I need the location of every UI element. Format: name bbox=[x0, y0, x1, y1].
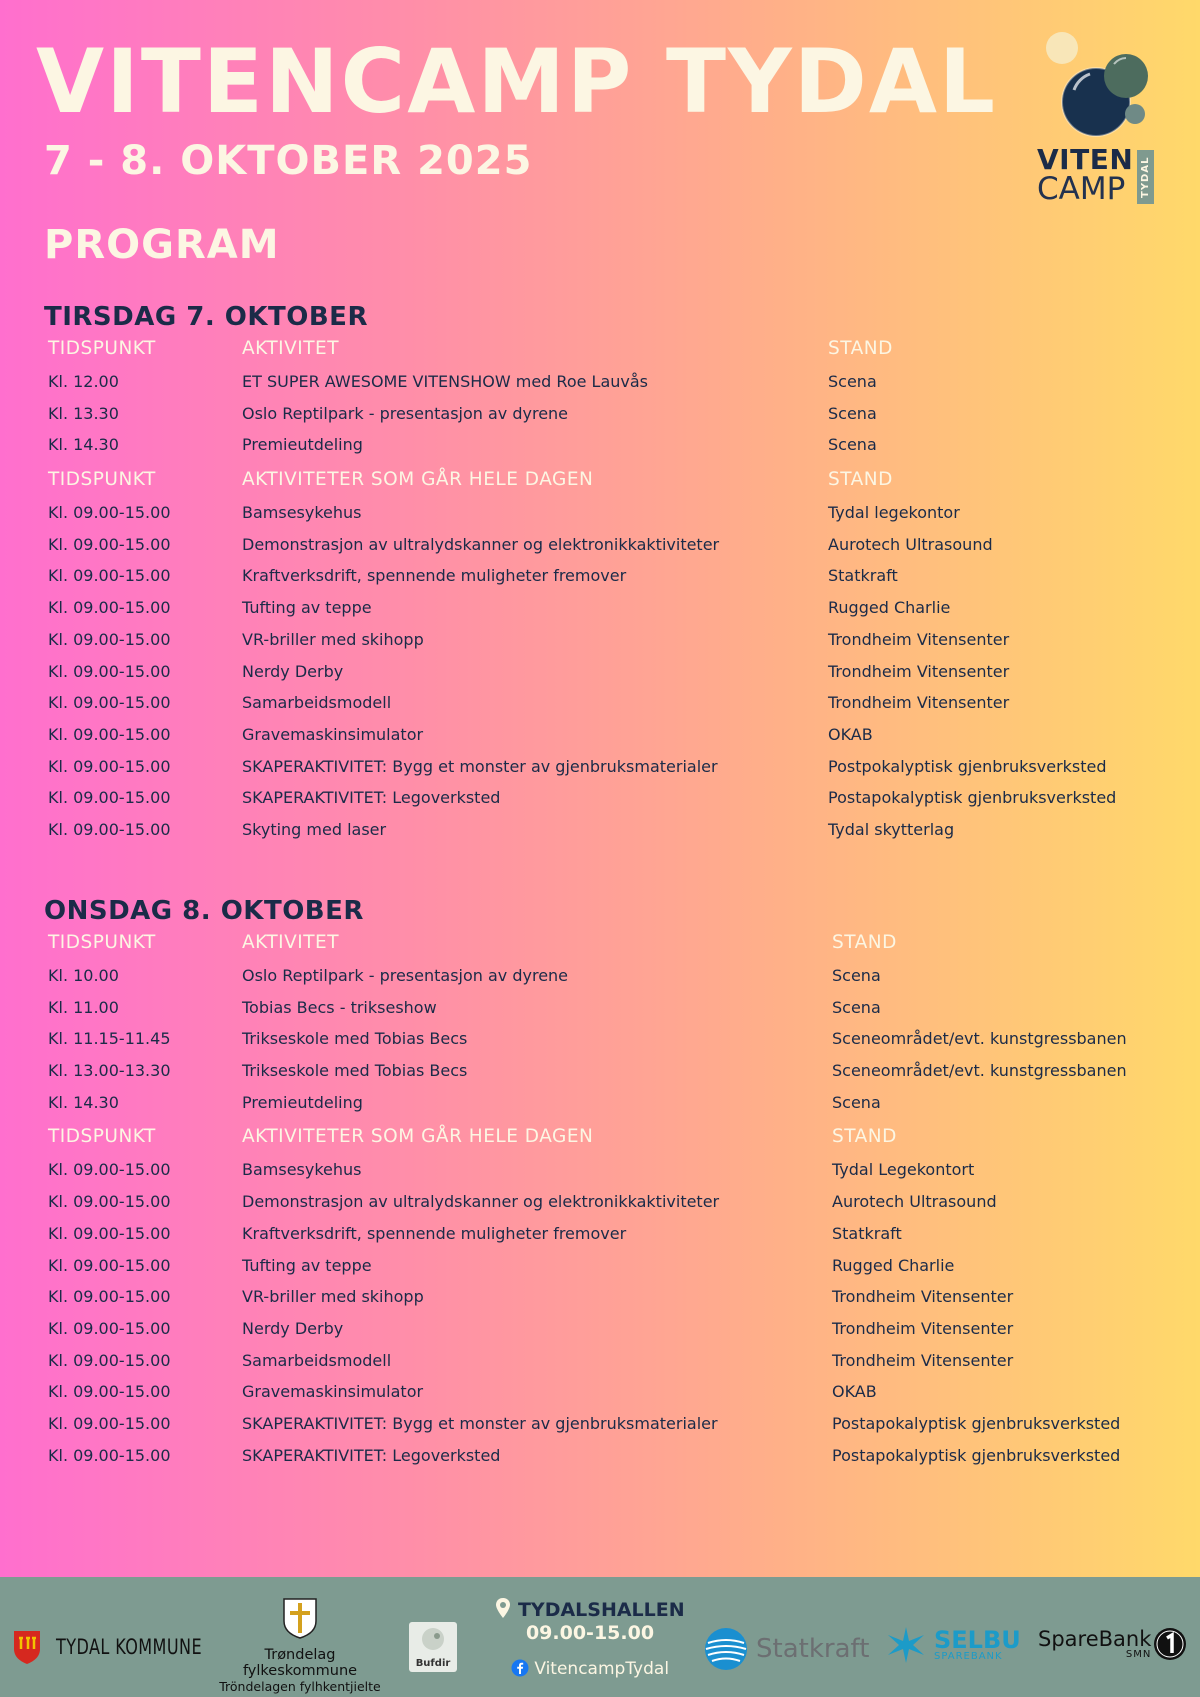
row-time: Kl. 09.00-15.00 bbox=[48, 819, 171, 839]
statkraft-logo bbox=[704, 1627, 869, 1671]
trondelag-logo bbox=[210, 1597, 390, 1694]
selbu-sparebank-logo bbox=[884, 1625, 1021, 1665]
schedule-row bbox=[44, 693, 1164, 725]
row-stand: Scena bbox=[832, 997, 881, 1017]
row-activity: Trikseskole med Tobias Becs bbox=[242, 1061, 468, 1081]
schedule-row bbox=[44, 1319, 1164, 1351]
row-activity: Tufting av teppe bbox=[242, 598, 372, 618]
row-time: Kl. 14.30 bbox=[48, 1092, 119, 1112]
row-time: Kl. 09.00-15.00 bbox=[48, 1382, 171, 1402]
row-activity: Samarbeidsmodell bbox=[242, 1350, 392, 1370]
selbu-star-icon bbox=[884, 1625, 928, 1665]
row-activity: Gravemaskinsimulator bbox=[242, 724, 424, 744]
row-stand: Aurotech Ultrasound bbox=[832, 1192, 997, 1212]
row-time: Kl. 10.00 bbox=[48, 966, 119, 985]
logo-tydal-tag: TYDAL bbox=[1137, 150, 1154, 204]
schedule-row bbox=[44, 598, 1164, 630]
header-activity: AKTIVITETER SOM GÅR HELE DAGEN bbox=[242, 469, 594, 491]
day-title: ONSDAG 8. OKTOBER bbox=[44, 896, 364, 926]
sparebank-name bbox=[1038, 1626, 1152, 1660]
row-stand: Trondheim Vitensenter bbox=[828, 661, 1010, 681]
venue-info bbox=[490, 1597, 690, 1679]
row-activity: Premieutdeling bbox=[242, 1092, 363, 1112]
row-activity: SKAPERAKTIVITET: Bygg et monster av gjenbruksmaterialer bbox=[242, 756, 718, 776]
schedule-row bbox=[44, 966, 1164, 998]
event-title: VITENCAMP TYDAL bbox=[36, 30, 998, 133]
table-header bbox=[44, 338, 1164, 372]
row-time: Kl. 09.00-15.00 bbox=[48, 1255, 171, 1275]
schedule-row bbox=[44, 535, 1164, 567]
schedule-row bbox=[44, 788, 1164, 820]
row-activity: Oslo Reptilpark - presentasjon av dyrene bbox=[242, 966, 569, 985]
row-stand: Tydal skytterlag bbox=[828, 819, 955, 839]
row-time: Kl. 09.00-15.00 bbox=[48, 598, 171, 618]
schedule-row bbox=[44, 1093, 1164, 1125]
logo-camp: CAMP bbox=[1037, 171, 1126, 207]
row-stand: Sceneområdet/evt. kunstgressbanen bbox=[832, 1029, 1127, 1049]
row-stand: Trondheim Vitensenter bbox=[832, 1318, 1014, 1338]
row-stand: Tydal legekontor bbox=[828, 503, 960, 523]
row-activity: Gravemaskinsimulator bbox=[242, 1382, 424, 1402]
row-stand: Postapokalyptisk gjenbruksverksted bbox=[828, 788, 1117, 808]
row-time: Kl. 09.00-15.00 bbox=[48, 788, 171, 808]
allday-header bbox=[44, 1126, 1164, 1160]
row-activity: Nerdy Derby bbox=[242, 1318, 344, 1338]
header-stand: STAND bbox=[832, 1126, 897, 1148]
schedule-row bbox=[44, 820, 1164, 852]
schedule-row bbox=[44, 435, 1164, 467]
row-activity: SKAPERAKTIVITET: Legoverksted bbox=[242, 1445, 501, 1465]
schedule-row bbox=[44, 1382, 1164, 1414]
schedule-row bbox=[44, 404, 1164, 436]
vitencamp-logo-text bbox=[1037, 143, 1134, 207]
selbu-name bbox=[934, 1628, 1021, 1662]
schedule-row bbox=[44, 1061, 1164, 1093]
facebook-link[interactable] bbox=[490, 1659, 690, 1679]
row-stand: Postapokalyptisk gjenbruksverksted bbox=[832, 1413, 1121, 1433]
schedule-row bbox=[44, 566, 1164, 598]
header-activity: AKTIVITET bbox=[242, 338, 340, 359]
row-stand: OKAB bbox=[828, 724, 873, 744]
row-activity: SKAPERAKTIVITET: Bygg et monster av gjenbruksmaterialer bbox=[242, 1413, 718, 1433]
tydal-kommune-name: TYDAL KOMMUNE bbox=[56, 1635, 203, 1659]
row-stand: Tydal Legekontort bbox=[832, 1160, 975, 1180]
schedule-row bbox=[44, 1029, 1164, 1061]
selbu-line1: SELBU bbox=[934, 1626, 1021, 1654]
row-time: Kl. 09.00-15.00 bbox=[48, 1192, 171, 1212]
header-stand: STAND bbox=[828, 469, 893, 491]
row-activity: Tobias Becs - trikseshow bbox=[242, 997, 437, 1017]
schedule-row bbox=[44, 630, 1164, 662]
schedule-row bbox=[44, 1446, 1164, 1478]
row-activity: Nerdy Derby bbox=[242, 661, 344, 681]
row-time: Kl. 13.00-13.30 bbox=[48, 1061, 171, 1081]
row-time: Kl. 09.00-15.00 bbox=[48, 661, 171, 681]
program-heading: PROGRAM bbox=[44, 222, 280, 268]
row-activity: ET SUPER AWESOME VITENSHOW med Roe Lauvås bbox=[242, 372, 649, 391]
row-activity: Kraftverksdrift, spennende muligheter fremover bbox=[242, 1223, 627, 1243]
row-time: Kl. 14.30 bbox=[48, 435, 119, 455]
header-time: TIDSPUNKT bbox=[48, 932, 156, 953]
header-stand: STAND bbox=[832, 932, 897, 953]
statkraft-globe-icon bbox=[704, 1627, 748, 1671]
row-stand: Statkraft bbox=[832, 1223, 902, 1243]
row-time: Kl. 09.00-15.00 bbox=[48, 1318, 171, 1338]
row-time: Kl. 09.00-15.00 bbox=[48, 503, 171, 523]
sparebank-one-icon bbox=[1153, 1627, 1187, 1661]
tydal-kommune-logo bbox=[12, 1629, 228, 1665]
allday-list bbox=[44, 1160, 1164, 1477]
scheduled-list bbox=[44, 966, 1164, 1124]
sparebank-line2: SMN bbox=[1125, 1648, 1152, 1660]
header-time: TIDSPUNKT bbox=[48, 338, 156, 359]
row-time: Kl. 09.00-15.00 bbox=[48, 1350, 171, 1370]
row-time: Kl. 09.00-15.00 bbox=[48, 1223, 171, 1243]
sparebank1-logo bbox=[1038, 1627, 1187, 1661]
row-stand: Scena bbox=[832, 1092, 881, 1112]
row-time: Kl. 09.00-15.00 bbox=[48, 756, 171, 776]
bufdir-icon bbox=[409, 1622, 457, 1656]
venue-name bbox=[490, 1597, 690, 1621]
location-pin-icon bbox=[495, 1597, 511, 1619]
selbu-line2: SPAREBANK bbox=[934, 1651, 1003, 1662]
trondelag-line1: Trøndelag fylkeskommune bbox=[242, 1647, 358, 1679]
schedule-row bbox=[44, 1256, 1164, 1288]
schedule-row bbox=[44, 1351, 1164, 1383]
header-activity: AKTIVITETER SOM GÅR HELE DAGEN bbox=[242, 1126, 594, 1148]
row-stand: Trondheim Vitensenter bbox=[828, 629, 1010, 649]
day-title: TIRSDAG 7. OKTOBER bbox=[44, 302, 368, 332]
row-stand: Scena bbox=[828, 372, 877, 391]
row-stand: Postapokalyptisk gjenbruksverksted bbox=[832, 1445, 1121, 1465]
row-time: Kl. 09.00-15.00 bbox=[48, 566, 171, 586]
row-activity: Bamsesykehus bbox=[242, 1160, 362, 1180]
event-dates: 7 - 8. OKTOBER 2025 bbox=[44, 138, 533, 184]
bufdir-logo bbox=[409, 1622, 457, 1672]
facebook-icon bbox=[511, 1659, 529, 1677]
schedule-row bbox=[44, 1414, 1164, 1446]
row-activity: Demonstrasjon av ultralydskanner og elektronikkaktiviteter bbox=[242, 1192, 720, 1212]
header bbox=[0, 0, 1200, 290]
header-activity: AKTIVITET bbox=[242, 932, 340, 953]
row-activity: Oslo Reptilpark - presentasjon av dyrene bbox=[242, 403, 569, 423]
row-stand: Statkraft bbox=[828, 566, 898, 586]
row-stand: Aurotech Ultrasound bbox=[828, 534, 993, 554]
row-time: Kl. 09.00-15.00 bbox=[48, 1287, 171, 1307]
row-stand: OKAB bbox=[832, 1382, 877, 1402]
venue-hours: 09.00-15.00 bbox=[525, 1622, 655, 1644]
row-activity: VR-briller med skihopp bbox=[242, 1287, 424, 1307]
sponsor-footer bbox=[0, 1577, 1200, 1697]
row-time: Kl. 11.15-11.45 bbox=[48, 1029, 171, 1049]
schedule-row bbox=[44, 757, 1164, 789]
allday-list bbox=[44, 503, 1164, 852]
schedule-row bbox=[44, 998, 1164, 1030]
row-time: Kl. 09.00-15.00 bbox=[48, 1160, 171, 1180]
row-time: Kl. 09.00-15.00 bbox=[48, 534, 171, 554]
schedule-row bbox=[44, 1192, 1164, 1224]
row-time: Kl. 09.00-15.00 bbox=[48, 1413, 171, 1433]
row-activity: Samarbeidsmodell bbox=[242, 693, 392, 713]
row-stand: Trondheim Vitensenter bbox=[828, 693, 1010, 713]
row-stand: Sceneområdet/evt. kunstgressbanen bbox=[832, 1061, 1127, 1081]
day-section-wednesday bbox=[44, 896, 1164, 1477]
row-activity: SKAPERAKTIVITET: Legoverksted bbox=[242, 788, 501, 808]
logo-viten: VITEN bbox=[1037, 143, 1134, 176]
row-stand: Trondheim Vitensenter bbox=[832, 1287, 1014, 1307]
schedule-row bbox=[44, 372, 1164, 404]
facebook-handle: VitencampTydal bbox=[534, 1659, 670, 1679]
tydal-shield-icon bbox=[12, 1629, 42, 1665]
row-activity: Bamsesykehus bbox=[242, 503, 362, 523]
header-time: TIDSPUNKT bbox=[48, 469, 156, 491]
row-activity: Kraftverksdrift, spennende muligheter fremover bbox=[242, 566, 627, 586]
table-header bbox=[44, 932, 1164, 966]
row-time: Kl. 13.30 bbox=[48, 403, 119, 423]
row-time: Kl. 09.00-15.00 bbox=[48, 693, 171, 713]
row-time: Kl. 11.00 bbox=[48, 997, 119, 1017]
schedule-row bbox=[44, 662, 1164, 694]
row-stand: Trondheim Vitensenter bbox=[832, 1350, 1014, 1370]
trondelag-shield-icon bbox=[282, 1597, 318, 1639]
schedule-row bbox=[44, 725, 1164, 757]
row-activity: Demonstrasjon av ultralydskanner og elektronikkaktiviteter bbox=[242, 534, 720, 554]
schedule-row bbox=[44, 503, 1164, 535]
row-time: Kl. 12.00 bbox=[48, 372, 119, 391]
bufdir-name: Bufdir bbox=[415, 1658, 451, 1669]
schedule-row bbox=[44, 1160, 1164, 1192]
header-stand: STAND bbox=[828, 338, 893, 359]
row-activity: VR-briller med skihopp bbox=[242, 629, 424, 649]
allday-header bbox=[44, 469, 1164, 503]
sparebank-line1: SpareBank bbox=[1038, 1626, 1152, 1651]
row-activity: Trikseskole med Tobias Becs bbox=[242, 1029, 468, 1049]
row-time: Kl. 09.00-15.00 bbox=[48, 629, 171, 649]
row-time: Kl. 09.00-15.00 bbox=[48, 1445, 171, 1465]
row-stand: Rugged Charlie bbox=[828, 598, 951, 618]
row-stand: Scena bbox=[828, 403, 877, 423]
row-activity: Premieutdeling bbox=[242, 435, 363, 455]
row-time: Kl. 09.00-15.00 bbox=[48, 724, 171, 744]
trondelag-line2: Tröndelagen fylhkentjielte bbox=[219, 1679, 381, 1694]
venue-name-text: TYDALSHALLEN bbox=[517, 1599, 685, 1621]
day-section-tuesday bbox=[44, 302, 1164, 852]
row-stand: Postpokalyptisk gjenbruksverksted bbox=[828, 756, 1107, 776]
header-time: TIDSPUNKT bbox=[48, 1126, 156, 1148]
row-stand: Scena bbox=[832, 966, 881, 985]
scheduled-list bbox=[44, 372, 1164, 467]
statkraft-name: Statkraft bbox=[756, 1634, 870, 1664]
schedule-row bbox=[44, 1287, 1164, 1319]
row-stand: Rugged Charlie bbox=[832, 1255, 955, 1275]
schedule-row bbox=[44, 1224, 1164, 1256]
row-stand: Scena bbox=[828, 435, 877, 455]
row-activity: Tufting av teppe bbox=[242, 1255, 372, 1275]
row-activity: Skyting med laser bbox=[242, 819, 387, 839]
